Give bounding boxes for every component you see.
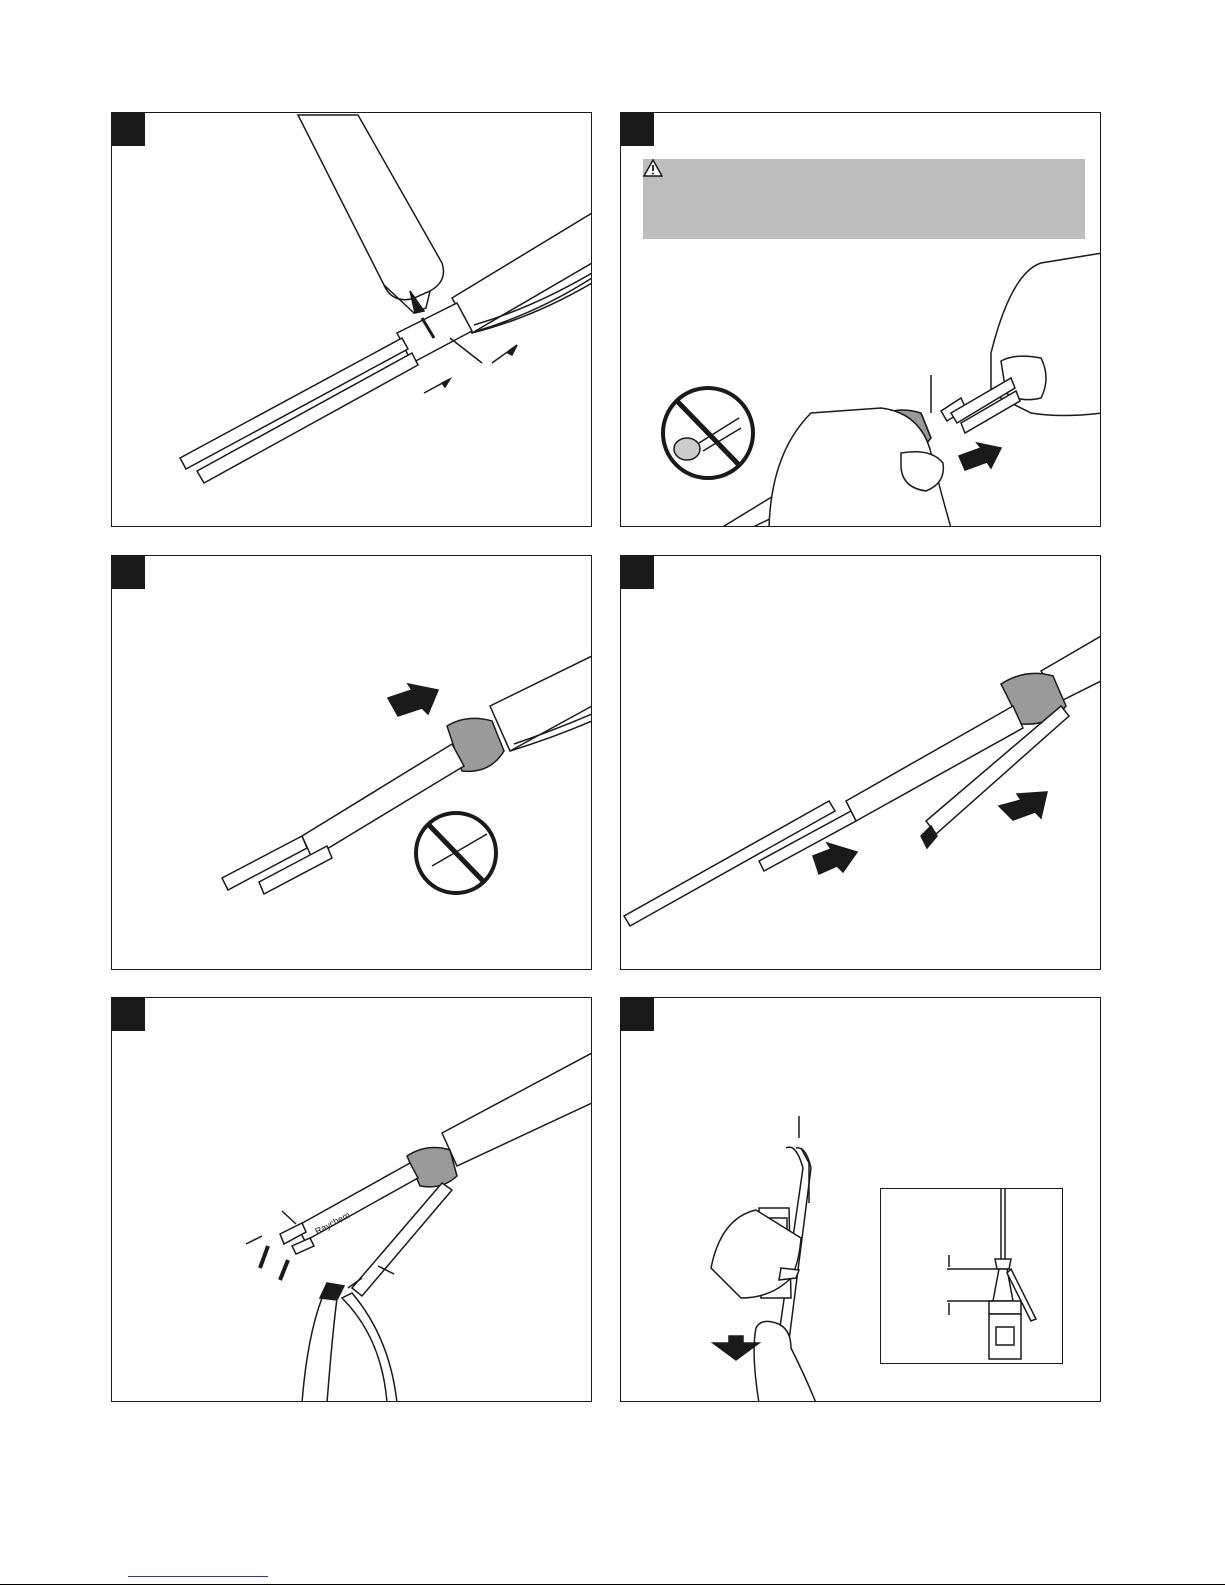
step-panel-5	[111, 997, 592, 1402]
illustration-slide-grommet	[621, 113, 1101, 527]
detail-inset	[880, 1188, 1063, 1364]
step-panel-6	[620, 997, 1101, 1402]
step-panel-2	[620, 112, 1101, 527]
direction-arrow-icon	[388, 684, 438, 716]
prohibited-icon	[663, 388, 753, 478]
direction-arrow-icon	[959, 443, 1001, 470]
step-panel-3	[111, 555, 592, 970]
prohibited-icon	[416, 813, 496, 893]
footer-link[interactable]	[128, 1576, 268, 1577]
direction-arrow-icon	[813, 843, 857, 874]
illustration-mark-cable	[112, 113, 592, 527]
direction-arrow-icon	[713, 1336, 759, 1360]
illustration-separate-braid	[621, 556, 1101, 970]
illustration-trim-bus-wires	[112, 998, 592, 1402]
illustration-seat-grommet	[112, 556, 592, 970]
step-panel-1	[111, 112, 592, 527]
direction-arrow-icon	[999, 792, 1047, 820]
inset-drawing	[881, 1189, 1061, 1362]
cable-print: Raychem	[313, 1209, 352, 1237]
step-panel-4	[620, 555, 1101, 970]
